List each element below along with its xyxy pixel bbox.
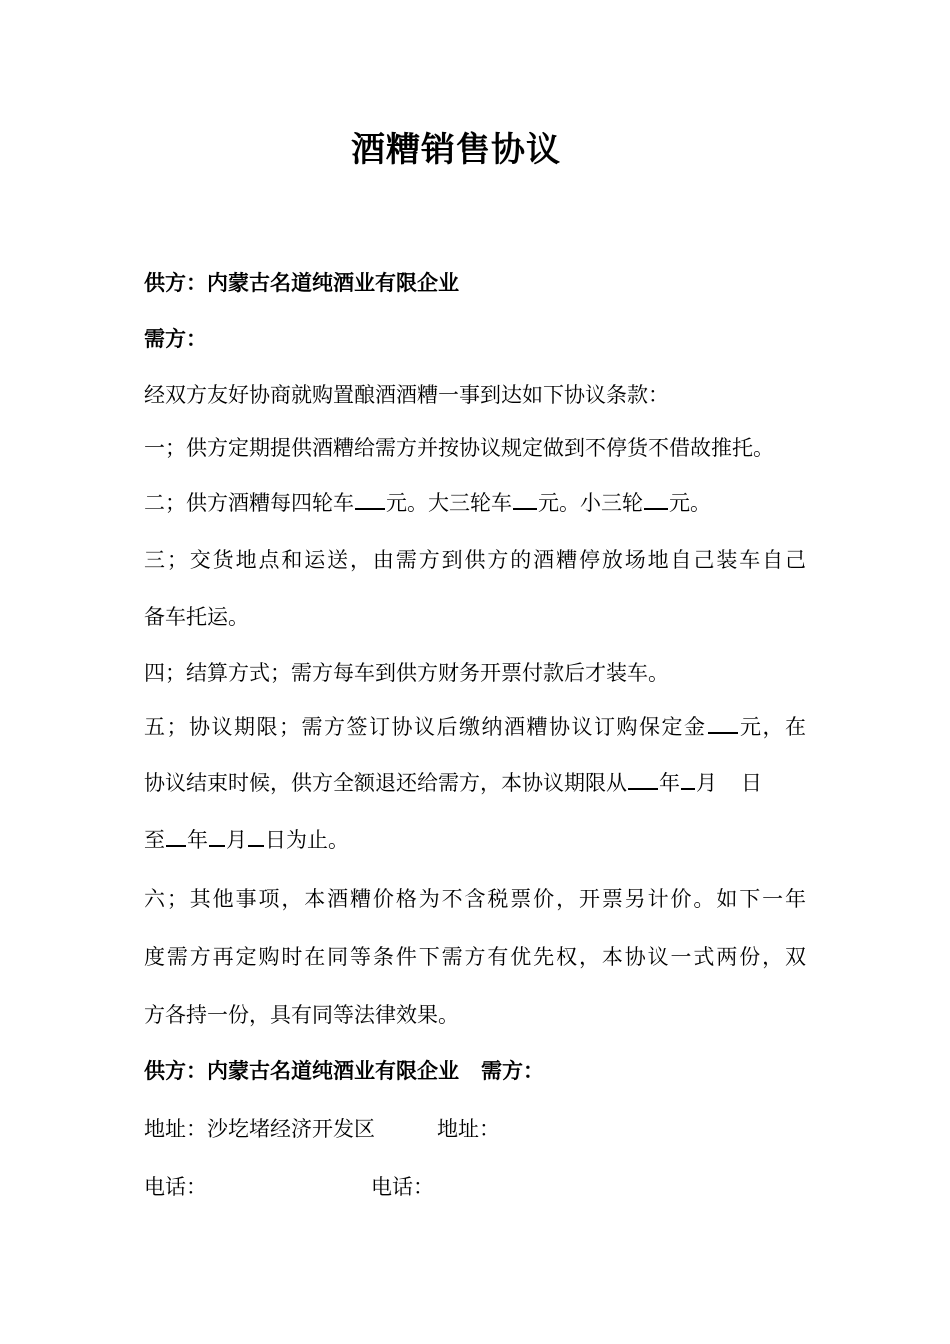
price-blank-small-tricycle xyxy=(644,490,668,510)
deposit-blank xyxy=(708,714,738,734)
clause-5-year: 年 xyxy=(659,771,680,795)
clause-2-text: 二；供方酒糟每四轮车 xyxy=(144,491,354,515)
signature-address xyxy=(144,1114,500,1144)
supplier-address: 地址：沙圪堵经济开发区 xyxy=(144,1117,375,1141)
signature-phone xyxy=(144,1172,434,1202)
signature-supplier: 供方：内蒙古名道纯酒业有限企业 xyxy=(144,1058,459,1083)
supplier-phone: 电话： xyxy=(144,1175,207,1199)
clause-5-month: 月 xyxy=(696,771,717,795)
clause-2-text: 元。小三轮 xyxy=(538,491,643,515)
clause-4: 四；结算方式；需方每车到供方财务开票付款后才装车。 xyxy=(144,661,669,685)
end-month-blank xyxy=(209,827,225,847)
buyer-address: 地址： xyxy=(437,1117,500,1141)
clause-5-text: 五；协议期限；需方签订协议后缴纳酒糟协议订购保定金 xyxy=(144,715,707,739)
clause-5-line-2 xyxy=(144,768,762,798)
buyer-line: 需方： xyxy=(144,326,207,351)
supplier-line: 供方：内蒙古名道纯酒业有限企业 xyxy=(144,270,459,295)
clause-6-line-3: 方各持一份，具有同等法律效果。 xyxy=(144,1003,459,1027)
start-month-blank xyxy=(681,770,695,790)
clause-2-text: 元。 xyxy=(669,491,711,515)
clause-5-line-1 xyxy=(144,712,806,742)
clause-5-text: 元，在 xyxy=(738,715,806,739)
clause-3-line-2: 备车托运。 xyxy=(144,605,249,629)
clause-5-year: 年 xyxy=(187,828,208,852)
clause-2-text: 元。大三轮车 xyxy=(386,491,512,515)
clause-5-line-3 xyxy=(144,825,349,855)
clause-5-text: 协议结束时候，供方全额退还给需方，本协议期限从 xyxy=(144,771,627,795)
clause-5-day: 日 xyxy=(741,771,762,795)
start-year-blank xyxy=(628,770,658,790)
clause-6-line-2: 度需方再定购时在同等条件下需方有优先权，本协议一式两份，双 xyxy=(144,945,806,969)
end-year-blank xyxy=(166,827,186,847)
clause-5-text: 日为止。 xyxy=(265,828,349,852)
price-blank-four-wheel xyxy=(355,490,385,510)
signature-parties xyxy=(144,1056,544,1086)
clause-3-line-1: 三；交货地点和运送，由需方到供方的酒糟停放场地自己装车自己 xyxy=(144,548,806,572)
clause-5-text: 至 xyxy=(144,828,165,852)
intro-paragraph: 经双方友好协商就购置酿酒酒糟一事到达如下协议条款： xyxy=(144,383,669,407)
document-title: 酒糟销售协议 xyxy=(351,130,561,170)
clause-2 xyxy=(144,488,711,518)
signature-buyer: 需方： xyxy=(481,1058,544,1083)
clause-1: 一；供方定期提供酒糟给需方并按协议规定做到不停货不借故推托。 xyxy=(144,436,774,460)
clause-6-line-1: 六；其他事项，本酒糟价格为不含税票价，开票另计价。如下一年 xyxy=(144,887,806,911)
end-day-blank xyxy=(248,827,264,847)
buyer-phone: 电话： xyxy=(371,1175,434,1199)
clause-5-month: 月 xyxy=(226,828,247,852)
price-blank-large-tricycle xyxy=(513,490,537,510)
